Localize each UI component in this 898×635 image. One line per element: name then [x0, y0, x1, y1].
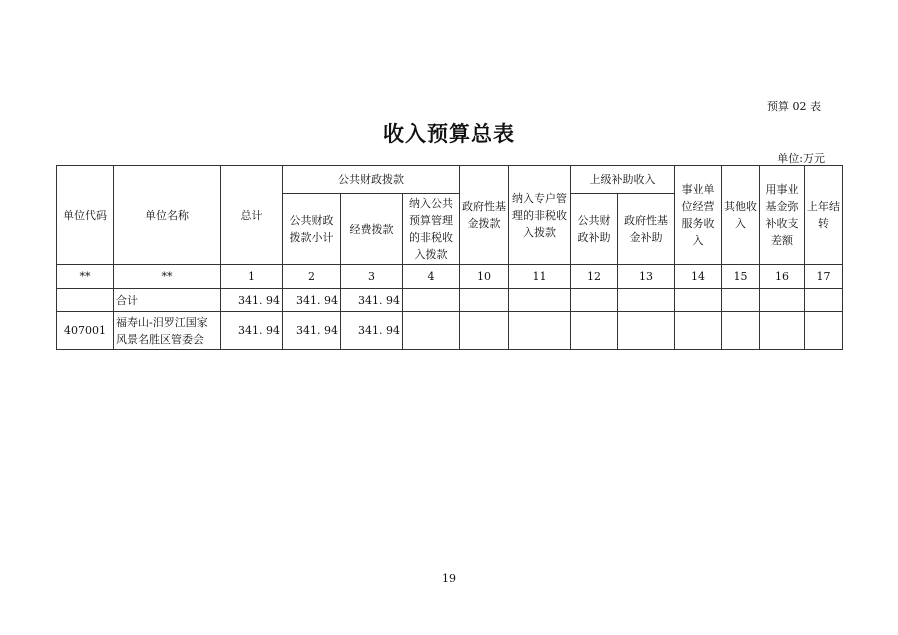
header-other: 其他收入: [722, 166, 760, 265]
cell-total: 341. 94: [221, 312, 283, 350]
cell-empty: [805, 289, 843, 312]
cell-pf-expense: 341. 94: [341, 289, 403, 312]
header-pf-expense: 经费拨款: [341, 194, 403, 265]
cell-empty: [722, 312, 760, 350]
index-cell: 10: [460, 265, 509, 289]
cell-empty: [675, 289, 722, 312]
cell-empty: [460, 289, 509, 312]
cell-pf-expense: 341. 94: [341, 312, 403, 350]
cell-code: [57, 289, 114, 312]
header-us-public: 公共财政补助: [571, 194, 618, 265]
cell-total: 341. 94: [221, 289, 283, 312]
cell-empty: [403, 289, 460, 312]
cell-empty: [509, 312, 571, 350]
header-total: 总计: [221, 166, 283, 265]
header-public-finance: 公共财政拨款: [283, 166, 460, 194]
index-cell: 2: [283, 265, 341, 289]
header-carryover: 上年结转: [805, 166, 843, 265]
cell-name: 福寿山-汨罗江国家风景名胜区管委会: [114, 312, 221, 350]
header-operating: 事业单位经营服务收入: [675, 166, 722, 265]
index-row: [57, 265, 843, 289]
header-fund-offset: 用事业基金弥补收支差额: [760, 166, 805, 265]
cell-empty: [618, 289, 675, 312]
cell-empty: [403, 312, 460, 350]
page-number: 19: [442, 572, 456, 585]
table-row: [57, 289, 843, 312]
index-cell: 11: [509, 265, 571, 289]
cell-empty: [460, 312, 509, 350]
cell-empty: [618, 312, 675, 350]
cell-empty: [675, 312, 722, 350]
index-cell: 15: [722, 265, 760, 289]
index-cell: 13: [618, 265, 675, 289]
cell-pf-subtotal: 341. 94: [283, 312, 341, 350]
index-cell: **: [57, 265, 114, 289]
cell-empty: [571, 289, 618, 312]
cell-name: 合计: [114, 289, 221, 312]
cell-empty: [760, 289, 805, 312]
index-cell: 3: [341, 265, 403, 289]
cell-code: 407001: [57, 312, 114, 350]
cell-empty: [509, 289, 571, 312]
index-cell: 4: [403, 265, 460, 289]
header-unit-code: 单位代码: [57, 166, 114, 265]
header-unit-name: 单位名称: [114, 166, 221, 265]
header-us-gov-fund: 政府性基金补助: [618, 194, 675, 265]
index-cell: 12: [571, 265, 618, 289]
header-special-nontax: 纳入专户管理的非税收入拨款: [509, 166, 571, 265]
cell-empty: [722, 289, 760, 312]
header-gov-fund: 政府性基金拨款: [460, 166, 509, 265]
cell-empty: [760, 312, 805, 350]
index-cell: 16: [760, 265, 805, 289]
cell-empty: [571, 312, 618, 350]
header-pf-nontax: 纳入公共预算管理的非税收入拨款: [403, 194, 460, 265]
index-cell: 17: [805, 265, 843, 289]
header-upper-subsidy: 上级补助收入: [571, 166, 675, 194]
page-title: 收入预算总表: [383, 121, 515, 146]
cell-empty: [805, 312, 843, 350]
index-cell: **: [114, 265, 221, 289]
income-budget-table: [56, 165, 843, 350]
index-cell: 1: [221, 265, 283, 289]
table-row: [57, 312, 843, 350]
unit-label: 单位:万元: [777, 152, 825, 165]
cell-pf-subtotal: 341. 94: [283, 289, 341, 312]
index-cell: 14: [675, 265, 722, 289]
form-code: 预算 02 表: [767, 100, 821, 113]
header-pf-subtotal: 公共财政拨款小计: [283, 194, 341, 265]
